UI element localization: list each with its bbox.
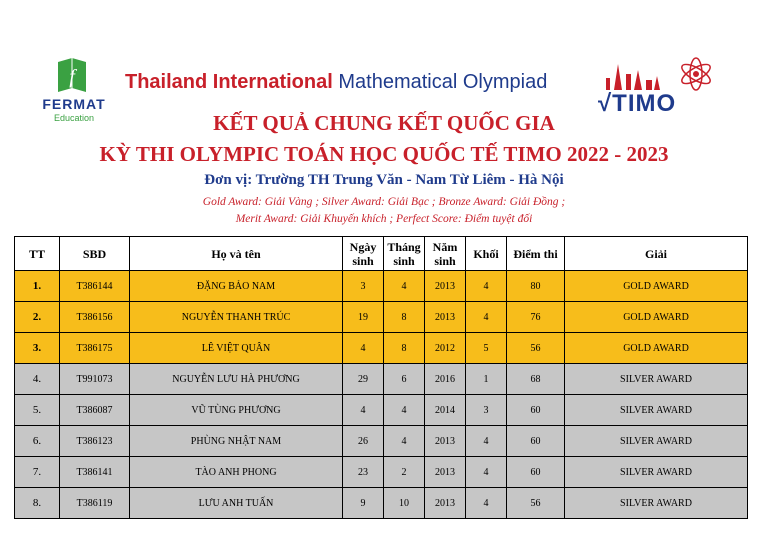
cell-day: 23 <box>343 457 384 488</box>
cell-sbd: T386141 <box>60 457 130 488</box>
table-header-row <box>15 237 748 271</box>
cell-score: 60 <box>507 426 565 457</box>
cell-award: GOLD AWARD <box>565 302 748 333</box>
cell-day: 4 <box>343 395 384 426</box>
cell-score: 80 <box>507 271 565 302</box>
cell-tt: 1. <box>15 271 60 302</box>
title-line1: KẾT QUẢ CHUNG KẾT QUỐC GIA <box>213 111 555 135</box>
table-row <box>15 426 748 457</box>
header-day-line1: Ngày <box>349 239 377 254</box>
cell-month: 8 <box>384 302 425 333</box>
header-score: Điểm thi <box>507 237 565 271</box>
cell-month: 8 <box>384 333 425 364</box>
cell-day: 26 <box>343 426 384 457</box>
cell-month: 10 <box>384 488 425 519</box>
header-year-line2: sinh <box>434 253 456 268</box>
cell-grade: 4 <box>466 457 507 488</box>
cell-name: VŨ TÙNG PHƯƠNG <box>130 395 343 426</box>
olympiad-banner <box>125 71 547 94</box>
header-month-line2: sinh <box>393 253 415 268</box>
cell-grade: 4 <box>466 302 507 333</box>
cell-year: 2013 <box>425 271 466 302</box>
cell-award: GOLD AWARD <box>565 333 748 364</box>
header-day-line2: sinh <box>352 253 374 268</box>
fermat-book-icon <box>52 56 92 96</box>
header-grade: Khối <box>466 237 507 271</box>
cell-tt: 3. <box>15 333 60 364</box>
cell-year: 2016 <box>425 364 466 395</box>
header-year <box>425 237 466 271</box>
cell-name: NGUYỄN THANH TRÚC <box>130 302 343 333</box>
cell-month: 6 <box>384 364 425 395</box>
cell-score: 60 <box>507 395 565 426</box>
table-row <box>15 302 748 333</box>
cell-tt: 4. <box>15 364 60 395</box>
cell-name: LƯU ANH TUẤN <box>130 488 343 519</box>
award-legend-line1: Gold Award: Giải Vàng ; Silver Award: Giải Bạc ; Bronze Award: Giải Đồng ; <box>202 196 566 208</box>
cell-score: 76 <box>507 302 565 333</box>
cell-score: 56 <box>507 488 565 519</box>
award-legend-line2: Merit Award: Giải Khuyến khích ; Perfect Score: Điểm tuyệt đối <box>235 213 533 225</box>
table-row <box>15 488 748 519</box>
cell-year: 2013 <box>425 426 466 457</box>
cell-score: 68 <box>507 364 565 395</box>
banner-part2: Mathematical Olympiad <box>338 71 548 93</box>
table-row <box>15 395 748 426</box>
cell-month: 4 <box>384 395 425 426</box>
header-award: Giải <box>565 237 748 271</box>
header-name: Họ và tên <box>130 237 343 271</box>
cell-day: 3 <box>343 271 384 302</box>
cell-sbd: T386175 <box>60 333 130 364</box>
cell-grade: 4 <box>466 271 507 302</box>
cell-month: 4 <box>384 426 425 457</box>
header-month <box>384 237 425 271</box>
header-sbd: SBD <box>60 237 130 271</box>
cell-sbd: T386087 <box>60 395 130 426</box>
header-tt: TT <box>15 237 60 271</box>
school-unit: Đơn vị: Trường TH Trung Văn - Nam Từ Liêm - Hà Nội <box>204 172 564 188</box>
cell-tt: 5. <box>15 395 60 426</box>
cell-award: SILVER AWARD <box>565 364 748 395</box>
cell-sbd: T386156 <box>60 302 130 333</box>
fermat-name: FERMAT <box>42 96 106 112</box>
cell-year: 2014 <box>425 395 466 426</box>
header-year-line1: Năm <box>432 239 458 254</box>
title-line2: KỲ THI OLYMPIC TOÁN HỌC QUỐC TẾ TIMO 2022 - 2023 <box>99 142 669 166</box>
table-row <box>15 333 748 364</box>
cell-award: GOLD AWARD <box>565 271 748 302</box>
cell-day: 29 <box>343 364 384 395</box>
cell-award: SILVER AWARD <box>565 457 748 488</box>
cell-sbd: T991073 <box>60 364 130 395</box>
header-day <box>343 237 384 271</box>
banner-part1: Thailand International <box>125 71 333 93</box>
cell-year: 2013 <box>425 488 466 519</box>
cell-month: 4 <box>384 271 425 302</box>
skyline-icon <box>592 52 724 92</box>
cell-sbd: T386123 <box>60 426 130 457</box>
table-row <box>15 457 748 488</box>
cell-grade: 1 <box>466 364 507 395</box>
cell-day: 4 <box>343 333 384 364</box>
cell-tt: 8. <box>15 488 60 519</box>
cell-award: SILVER AWARD <box>565 426 748 457</box>
fermat-subtitle: Education <box>53 113 95 123</box>
fermat-letter: f <box>69 66 75 88</box>
cell-sbd: T386144 <box>60 271 130 302</box>
cell-award: SILVER AWARD <box>565 488 748 519</box>
cell-grade: 3 <box>466 395 507 426</box>
cell-day: 19 <box>343 302 384 333</box>
cell-year: 2012 <box>425 333 466 364</box>
cell-name: NGUYỄN LƯU HÀ PHƯƠNG <box>130 364 343 395</box>
cell-month: 2 <box>384 457 425 488</box>
cell-score: 56 <box>507 333 565 364</box>
timo-logo <box>592 52 724 120</box>
cell-tt: 6. <box>15 426 60 457</box>
cell-sbd: T386119 <box>60 488 130 519</box>
cell-grade: 4 <box>466 426 507 457</box>
cell-score: 60 <box>507 457 565 488</box>
results-table <box>14 236 748 519</box>
cell-tt: 7. <box>15 457 60 488</box>
cell-award: SILVER AWARD <box>565 395 748 426</box>
header-month-line1: Tháng <box>387 239 421 254</box>
cell-grade: 5 <box>466 333 507 364</box>
cell-grade: 4 <box>466 488 507 519</box>
cell-name: ĐẶNG BẢO NAM <box>130 271 343 302</box>
cell-tt: 2. <box>15 302 60 333</box>
timo-wordmark: √TIMO <box>598 90 677 117</box>
cell-name: LÊ VIỆT QUÂN <box>130 333 343 364</box>
table-row <box>15 271 748 302</box>
cell-year: 2013 <box>425 457 466 488</box>
cell-year: 2013 <box>425 302 466 333</box>
table-row <box>15 364 748 395</box>
cell-name: PHÙNG NHẬT NAM <box>130 426 343 457</box>
cell-name: TÀO ANH PHONG <box>130 457 343 488</box>
cell-day: 9 <box>343 488 384 519</box>
